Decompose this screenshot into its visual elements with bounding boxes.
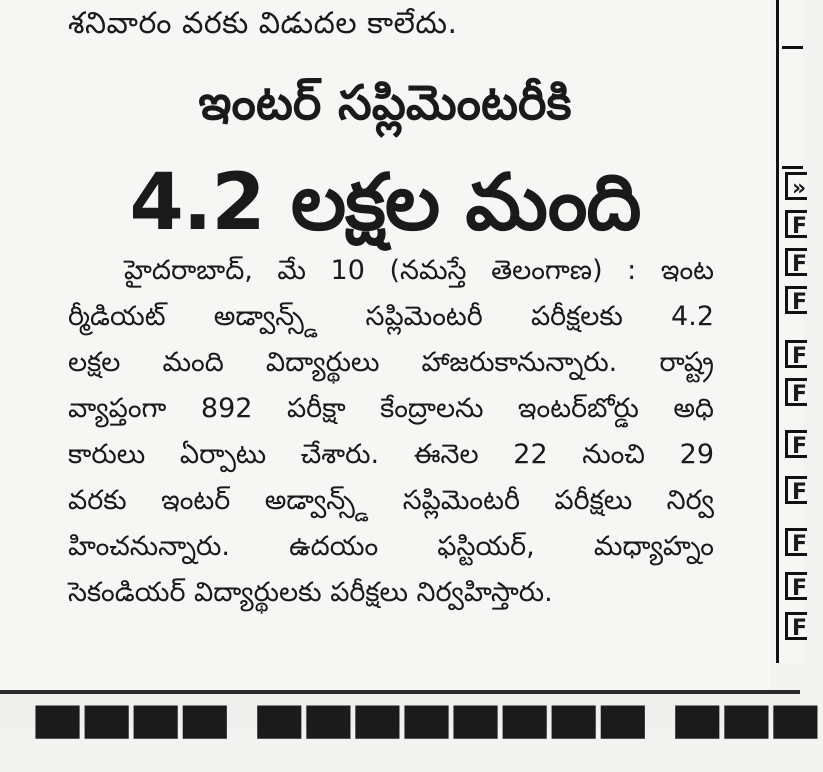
adjacent-column-top-block bbox=[782, 0, 803, 49]
body-line: హైదరాబాద్, మే 10 (నమస్తే తెలంగాణ) : ఇంట bbox=[124, 255, 714, 286]
adjacent-list-marker: F bbox=[785, 248, 807, 276]
body-line: కారులు ఏర్పాటు చేశారు. ఈనెల 22 నుంచి 29 bbox=[68, 439, 714, 470]
adjacent-list-marker: F bbox=[785, 572, 807, 600]
next-article-headline-cropped: ▀▀▀▀ ▀▀▀▀▀▀▀▀ ▀▀▀ bbox=[36, 707, 823, 772]
adjacent-list-marker: F bbox=[785, 378, 807, 406]
body-line: వ్యాప్తంగా 892 పరీక్షా కేంద్రాలను ఇంటర్‌బోర్డు అధి bbox=[68, 393, 714, 424]
adjacent-column-block bbox=[782, 50, 803, 169]
adjacent-list-marker: F bbox=[785, 210, 807, 238]
body-line: లక్షల మంది విద్యార్థులు హాజరుకానున్నారు. రాష్ట్ర bbox=[68, 347, 714, 378]
body-line: వరకు ఇంటర్ అడ్వాన్స్డ్ సప్లిమెంటరీ పరీక్షలు నిర్వ bbox=[68, 485, 714, 516]
adjacent-list-marker: F bbox=[785, 340, 807, 368]
article-body bbox=[68, 248, 714, 616]
body-line: హించనున్నారు. ఉదయం ఫస్టియర్, మధ్యాహ్నం bbox=[68, 531, 714, 562]
adjacent-list-marker: F bbox=[785, 476, 807, 504]
adjacent-list-marker: F bbox=[785, 528, 807, 556]
body-line: ర్మీడియట్ అడ్వాన్స్డ్ సప్లిమెంటరీ పరీక్షలకు 4.2 bbox=[68, 301, 714, 332]
adjacent-list-marker: F bbox=[785, 286, 807, 314]
adjacent-list-marker: F bbox=[785, 430, 807, 458]
headline-kicker: ఇంటర్ సప్లిమెంటరీకి bbox=[198, 75, 572, 131]
body-line: సెకండియర్ విద్యార్థులకు పరీక్షలు నిర్వహిస్తారు. bbox=[68, 577, 553, 608]
headline-main: 4.2 లక్షల మంది bbox=[129, 158, 641, 248]
adjacent-list-marker: » bbox=[785, 172, 807, 200]
adjacent-list-marker: F bbox=[785, 612, 807, 640]
previous-article-last-line: శనివారం వరకు విడుదల కాలేదు. bbox=[68, 6, 458, 41]
adjacent-column-strip bbox=[776, 0, 808, 663]
